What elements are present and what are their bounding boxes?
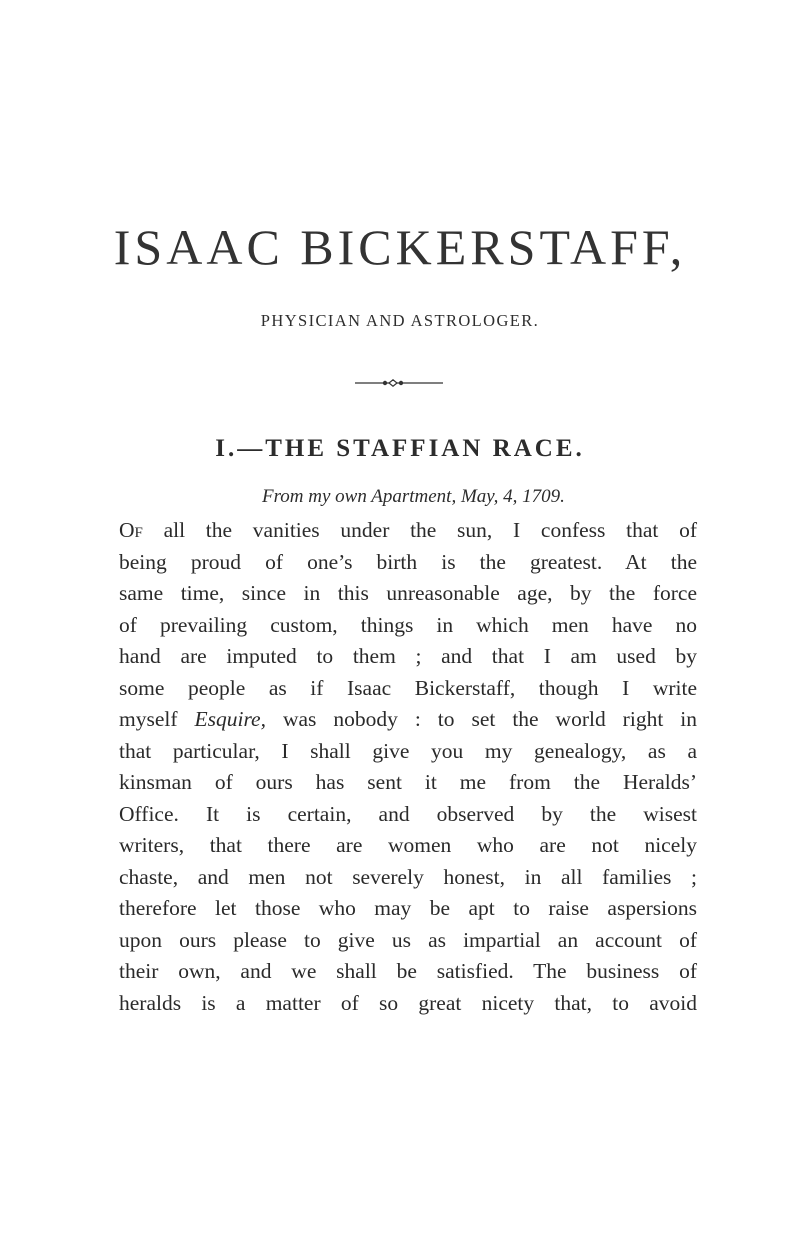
text-line: heralds is a matter of so great nicety that, to avoid (119, 990, 697, 1015)
text-line: chaste, and men not severely honest, in all families ; (119, 864, 697, 889)
page-subtitle: PHYSICIAN AND ASTROLOGER. (260, 311, 540, 330)
text-line: of prevailing custom, things in which men have no (119, 612, 697, 637)
lead-word: Of (119, 518, 143, 542)
text-line (119, 704, 697, 736)
page-title: ISAAC BICKERSTAFF, (113, 219, 687, 275)
body-paragraph (119, 515, 697, 1019)
text-line-content: all the vanities under the sun, I confess that of (142, 518, 697, 542)
text-line-content: was nobody : to set the world right in (265, 707, 697, 731)
text-line: that particular, I shall give you my genealogy, as a (119, 738, 697, 763)
text-line (119, 515, 697, 547)
text-line: being proud of one’s birth is the greatest. At the (119, 549, 697, 574)
section-heading: I.—THE STAFFIAN RACE. (215, 435, 585, 462)
italic-word: Esquire, (194, 707, 266, 731)
text-line: hand are imputed to them ; and that I am used by (119, 644, 697, 668)
text-line: their own, and we shall be satisfied. The business of (119, 959, 697, 983)
ornament-divider (353, 378, 445, 388)
text-line: Office. It is certain, and observed by the wisest (119, 801, 697, 826)
text-line-content: myself (119, 707, 195, 731)
text-line: writers, that there are women who are not nicely (119, 833, 697, 857)
text-line: kinsman of ours has sent it me from the Heralds’ (119, 770, 697, 794)
text-line: upon ours please to give us as impartial an account of (119, 927, 697, 952)
dateline: From my own Apartment, May, 4, 1709. (262, 486, 565, 507)
text-line: some people as if Isaac Bickerstaff, though I write (119, 675, 697, 700)
text-line: therefore let those who may be apt to raise aspersions (119, 896, 697, 920)
text-line: same time, since in this unreasonable age, by the force (119, 581, 697, 605)
